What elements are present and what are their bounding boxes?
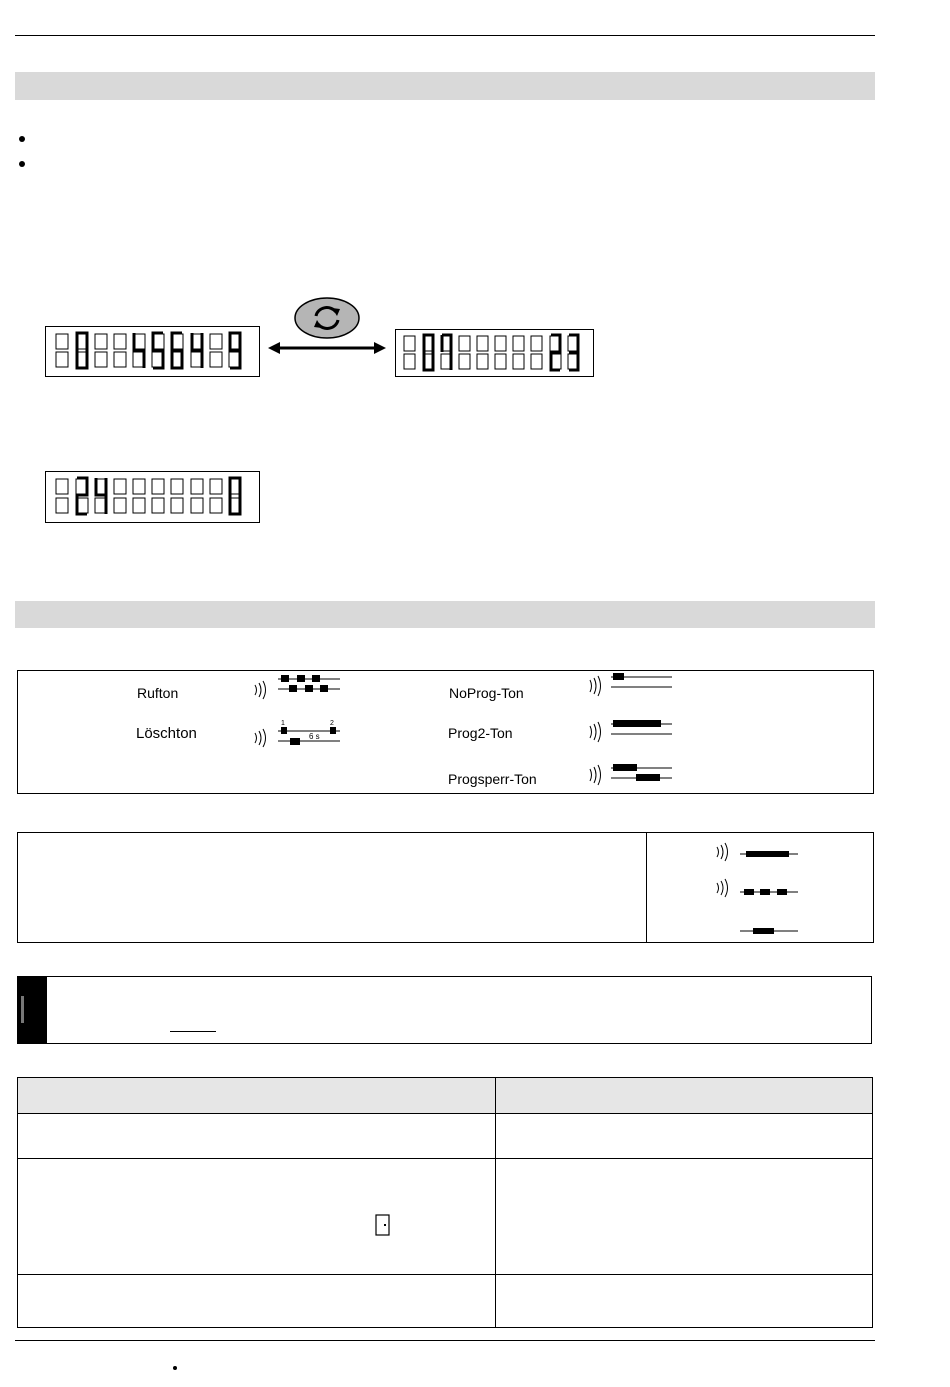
tone-label-rufton: Rufton <box>137 685 179 701</box>
table-row-1-left <box>17 1113 496 1159</box>
note-underline <box>170 1031 216 1032</box>
noprog-pattern <box>585 670 680 704</box>
rufton-pattern <box>250 672 345 706</box>
section-header-2 <box>15 601 875 628</box>
loeschton-interval: 6 s <box>309 732 320 741</box>
signal-info-divider <box>646 832 647 942</box>
table-header-left <box>17 1077 496 1114</box>
door-icon <box>375 1214 391 1236</box>
table-row-2-left <box>17 1158 496 1275</box>
sound-waves-icon <box>590 722 601 742</box>
top-rule <box>15 35 875 36</box>
sound-waves-icon <box>717 843 728 861</box>
bullet-1 <box>19 136 25 142</box>
tone-label-prog2: Prog2-Ton <box>448 725 513 741</box>
bottom-rule <box>15 1340 875 1341</box>
signal-pattern-long <box>712 840 807 868</box>
bullet-2 <box>19 161 25 167</box>
note-marker-glyph <box>21 996 24 1023</box>
table-row-2-right <box>495 1158 873 1275</box>
table-row-1-right <box>495 1113 873 1159</box>
tone-label-progsperr: Progsperr-Ton <box>448 771 537 787</box>
loeschton-mark-2: 2 <box>330 720 334 727</box>
prog2-pattern <box>585 716 680 750</box>
tone-label-noprog: NoProg-Ton <box>449 685 524 701</box>
signal-pattern-triple <box>712 877 807 905</box>
lcd-display-left <box>45 326 260 377</box>
table-row-3-right <box>495 1274 873 1328</box>
footer-dot <box>173 1366 177 1370</box>
sound-waves-icon <box>717 879 728 897</box>
table-row-3-left <box>17 1274 496 1328</box>
sound-waves-icon <box>590 676 601 696</box>
signal-pattern-short <box>712 920 807 940</box>
tone-label-loeschton: Löschton <box>136 725 197 742</box>
table-header-right <box>495 1077 873 1114</box>
lcd-display-bottom <box>45 471 260 523</box>
note-box <box>17 976 872 1044</box>
progsperr-pattern <box>585 761 680 791</box>
loeschton-mark-1: 1 <box>281 720 285 727</box>
sound-waves-icon <box>590 765 601 785</box>
toggle-button[interactable] <box>294 297 360 339</box>
double-arrow <box>266 338 388 358</box>
section-header-1 <box>15 72 875 100</box>
sound-waves-icon <box>255 681 266 699</box>
sound-waves-icon <box>255 729 266 747</box>
lcd-display-right <box>395 329 594 377</box>
loeschton-pattern <box>250 718 345 754</box>
